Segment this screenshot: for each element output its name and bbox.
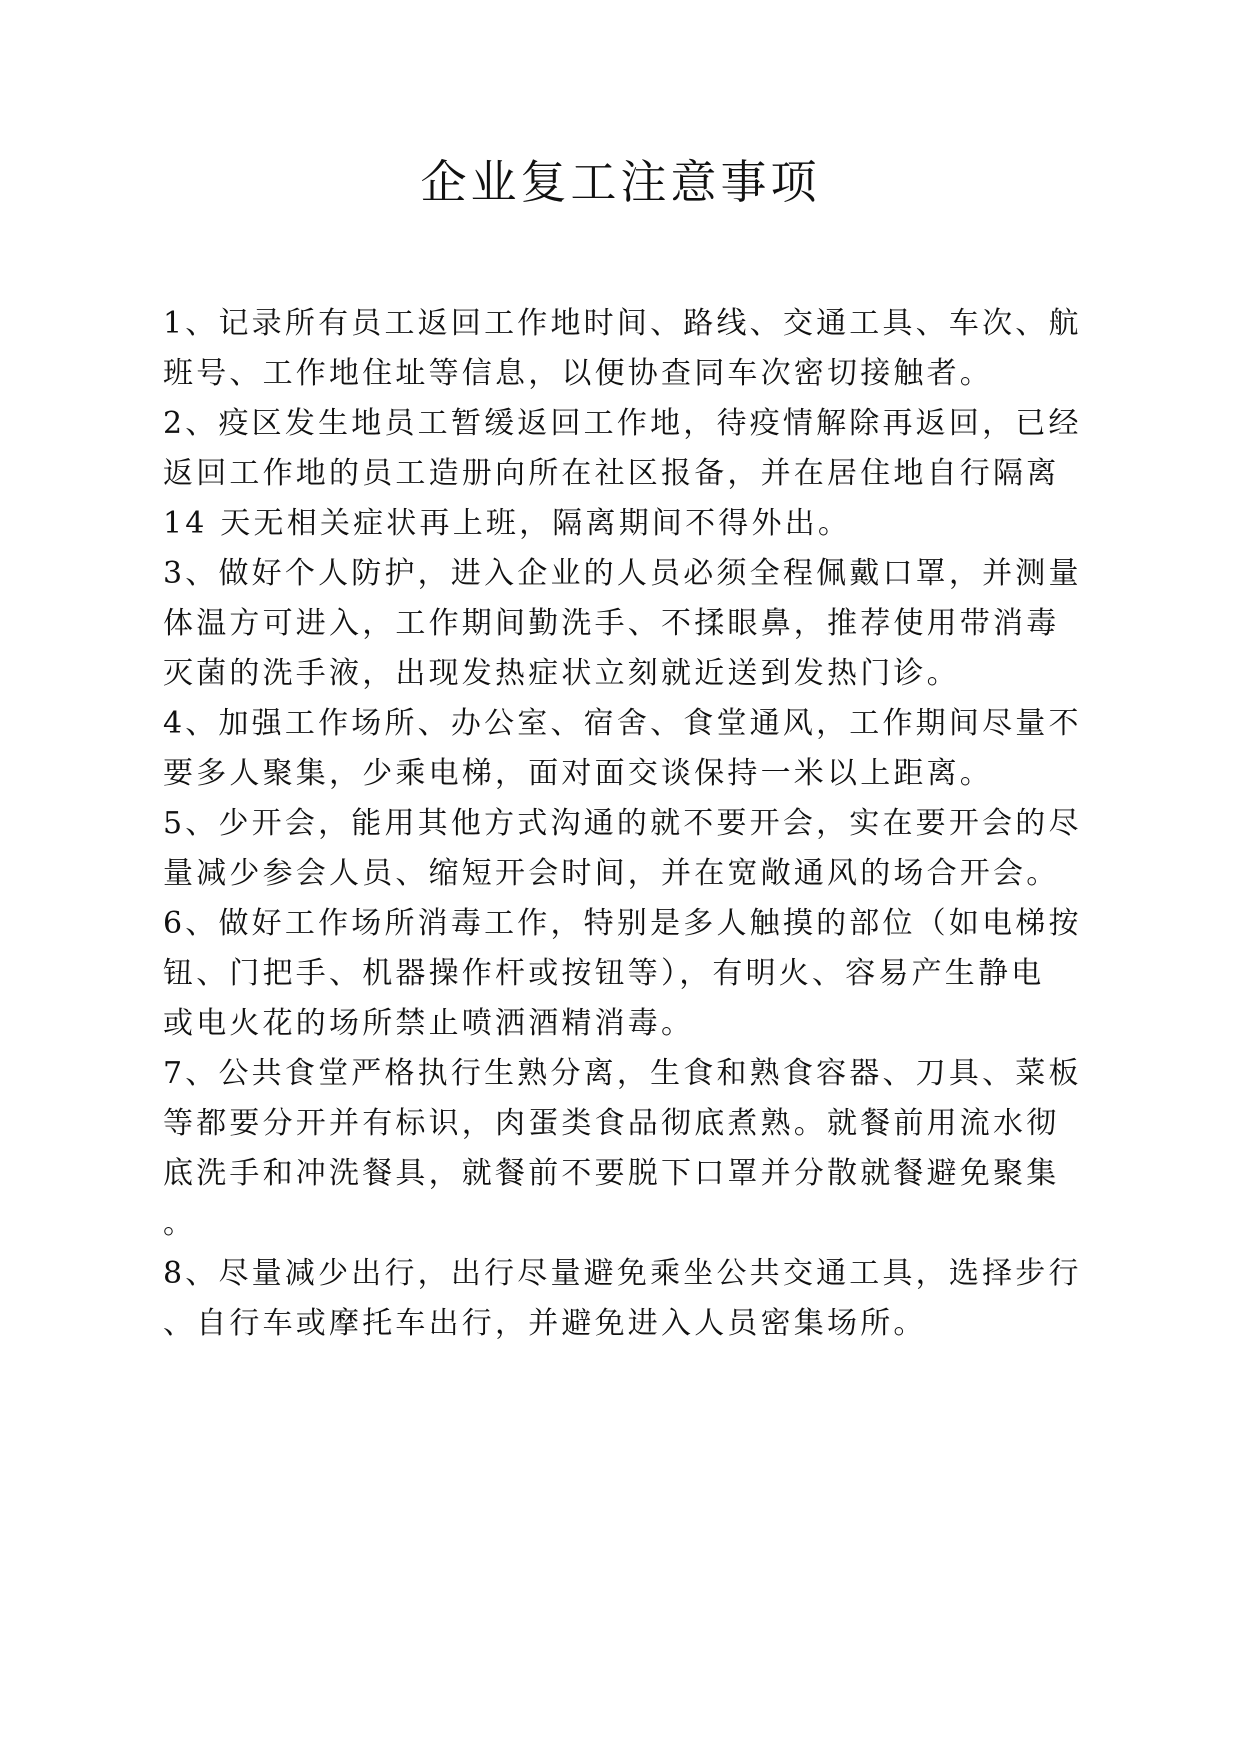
item-line: 等都要分开并有标识，肉蛋类食品彻底煮熟。就餐前用流水彻	[163, 1106, 1060, 1141]
item-line: 7、公共食堂严格执行生熟分离，生食和熟食容器、刀具、菜板	[163, 1056, 1082, 1091]
item-line: 返回工作地的员工造册向所在社区报备，并在居住地自行隔离	[163, 456, 1060, 491]
document-body	[163, 299, 1083, 1349]
item-line: 4、加强工作场所、办公室、宿舍、食堂通风，工作期间尽量不	[163, 706, 1082, 741]
item-line: 量减少参会人员、缩短开会时间，并在宽敞通风的场合开会。	[163, 856, 1060, 891]
item-line: 1、记录所有员工返回工作地时间、路线、交通工具、车次、航	[163, 306, 1082, 341]
item-line: 5、少开会，能用其他方式沟通的就不要开会，实在要开会的尽	[163, 806, 1082, 841]
item-line: 2、疫区发生地员工暂缓返回工作地，待疫情解除再返回，已经	[163, 406, 1082, 441]
list-item-4	[163, 699, 1083, 799]
item-line: 8、尽量减少出行，出行尽量避免乘坐公共交通工具，选择步行	[163, 1256, 1082, 1291]
item-line: 。	[163, 1206, 197, 1241]
item-line: 或电火花的场所禁止喷洒酒精消毒。	[163, 1006, 695, 1041]
item-line: 体温方可进入，工作期间勤洗手、不揉眼鼻，推荐使用带消毒	[163, 606, 1060, 641]
item-line: 灭菌的洗手液，出现发热症状立刻就近送到发热门诊。	[163, 656, 960, 691]
item-line: 底洗手和冲洗餐具，就餐前不要脱下口罩并分散就餐避免聚集	[163, 1156, 1060, 1191]
item-line: 14 天无相关症状再上班，隔离期间不得外出。	[163, 506, 852, 541]
item-line: 要多人聚集，少乘电梯，面对面交谈保持一米以上距离。	[163, 756, 993, 791]
item-line: 、自行车或摩托车出行，并避免进入人员密集场所。	[163, 1306, 927, 1341]
item-line: 钮、门把手、机器操作杆或按钮等），有明火、容易产生静电	[163, 956, 1045, 991]
list-item-5	[163, 799, 1083, 899]
item-line: 3、做好个人防护，进入企业的人员必须全程佩戴口罩，并测量	[163, 556, 1082, 591]
list-item-8	[163, 1249, 1083, 1349]
list-item-6	[163, 899, 1083, 1049]
item-line: 6、做好工作场所消毒工作，特别是多人触摸的部位（如电梯按	[163, 906, 1082, 941]
item-line: 班号、工作地住址等信息，以便协查同车次密切接触者。	[163, 356, 993, 391]
document-title: 企业复工注意事项	[420, 155, 821, 209]
list-item-1	[163, 299, 1083, 399]
list-item-3	[163, 549, 1083, 699]
list-item-7	[163, 1049, 1083, 1249]
list-item-2	[163, 399, 1083, 549]
